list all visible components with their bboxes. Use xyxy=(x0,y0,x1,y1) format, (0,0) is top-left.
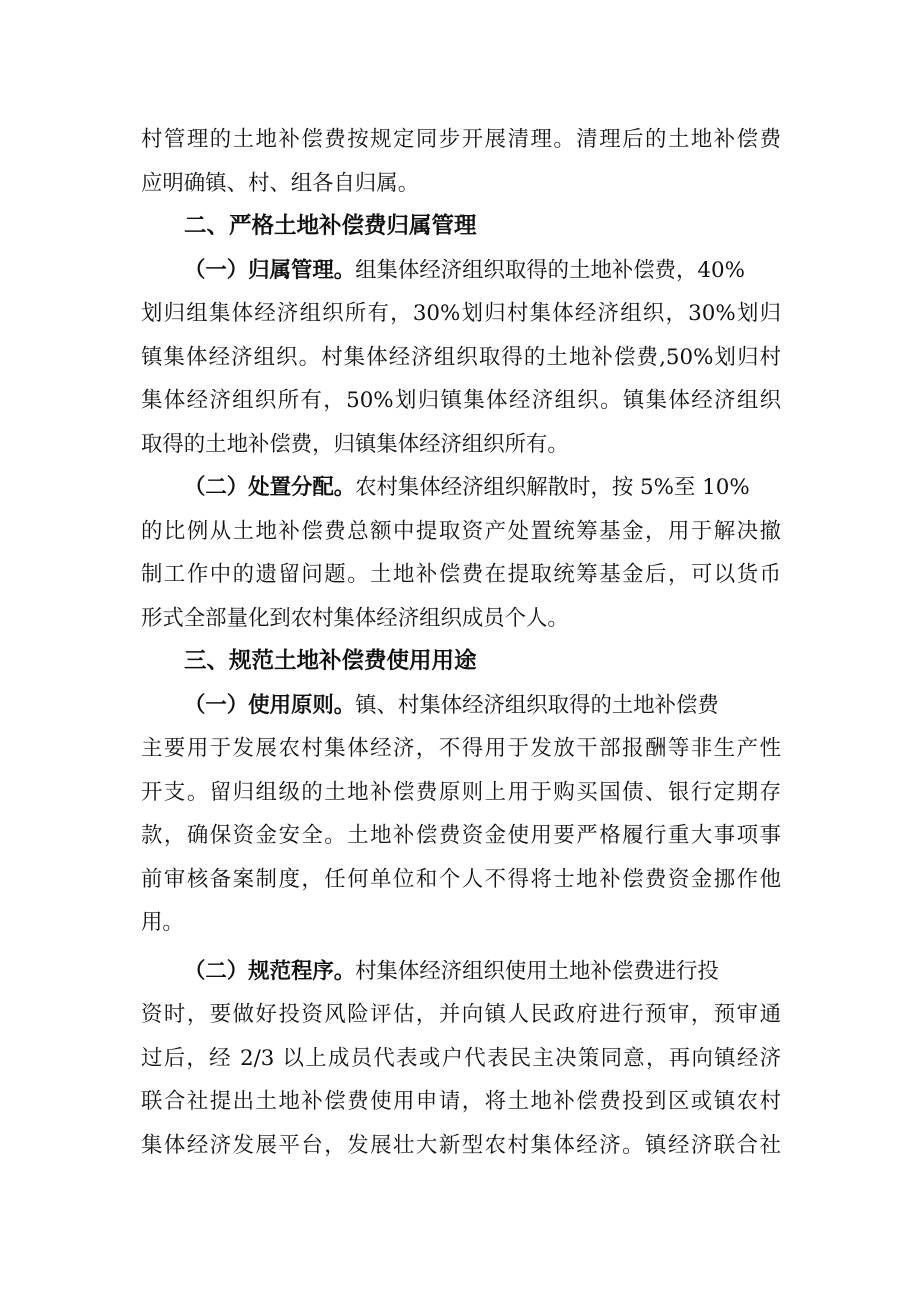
paragraph-text: 农村集体经济组织解散时，按 5%至 10% xyxy=(355,475,750,500)
body-line: 款，确保资金安全。土地补偿费资金使用要严格履行重大事项事 xyxy=(141,823,781,848)
body-line: 集体经济组织所有，50%划归镇集体经济组织。镇集体经济组织 xyxy=(141,388,781,413)
paragraph-lead: （二）处置分配。 xyxy=(184,475,356,500)
paragraph-disposal-first-line xyxy=(141,466,781,510)
body-line: 开支。留归组级的土地补偿费原则上用于购买国债、银行定期存 xyxy=(141,779,781,805)
body-line: 形式全部量化到农村集体经济组织成员个人。 xyxy=(141,605,569,631)
body-line: 集体经济发展平台，发展壮大新型农村集体经济。镇经济联合社 xyxy=(141,1132,781,1158)
body-line: 制工作中的遗留问题。土地补偿费在提取统筹基金后，可以货币 xyxy=(141,562,781,587)
body-line: 划归组集体经济组织所有，30%划归村集体经济组织，30%划归 xyxy=(141,301,781,326)
body-line: 应明确镇、村、组各自归属。 xyxy=(141,170,420,196)
body-line: 前审核备案制度，任何单位和个人不得将士地补偿费资金挪作他 xyxy=(141,866,781,892)
paragraph-procedure-first-line xyxy=(141,950,781,994)
body-line: 主要用于发展农村集体经济，不得用于发放干部报酬等非生产性 xyxy=(141,736,781,761)
paragraph-text: 镇、村集体经济组织取得的土地补偿费 xyxy=(355,692,719,718)
paragraph-text: 组集体经济组织取得的土地补偿费，40% xyxy=(355,257,745,283)
body-line: 用。 xyxy=(141,910,184,935)
paragraph-principle-first-line xyxy=(141,684,781,728)
body-line: 过后，经 2/3 以上成员代表或户代表民主决策同意，再向镇经济 xyxy=(141,1045,781,1071)
paragraph-lead: （二）规范程序。 xyxy=(184,958,356,984)
paragraph-text: 村集体经济组织使用土地补偿费进行投 xyxy=(355,958,719,984)
section-heading-3: 三、规范土地补偿费使用用途 xyxy=(184,648,477,674)
paragraph-ownership-first-line xyxy=(141,249,781,293)
paragraph-lead: （一）使用原则。 xyxy=(184,692,356,718)
body-line: 联合社提出土地补偿费使用申请，将土地补偿费投到区或镇农村 xyxy=(141,1089,781,1114)
section-heading-2: 二、严格土地补偿费归属管理 xyxy=(184,213,477,239)
body-line: 取得的土地补偿费，归镇集体经济组织所有。 xyxy=(141,431,569,457)
body-line: 资时，要做好投资风险评估，并向镇人民政府进行预审，预审通 xyxy=(141,1002,781,1027)
body-line: 村管理的土地补偿费按规定同步开展清理。清理后的土地补偿费 xyxy=(141,127,781,152)
document-body xyxy=(141,118,781,1167)
body-line: 的比例从土地补偿费总额中提取资产处置统筹基金，用于解决撤 xyxy=(141,518,781,544)
body-line: 镇集体经济组织。村集体经济组织取得的土地补偿费,50%划归村 xyxy=(141,344,781,370)
paragraph-lead: （一）归属管理。 xyxy=(184,257,356,283)
